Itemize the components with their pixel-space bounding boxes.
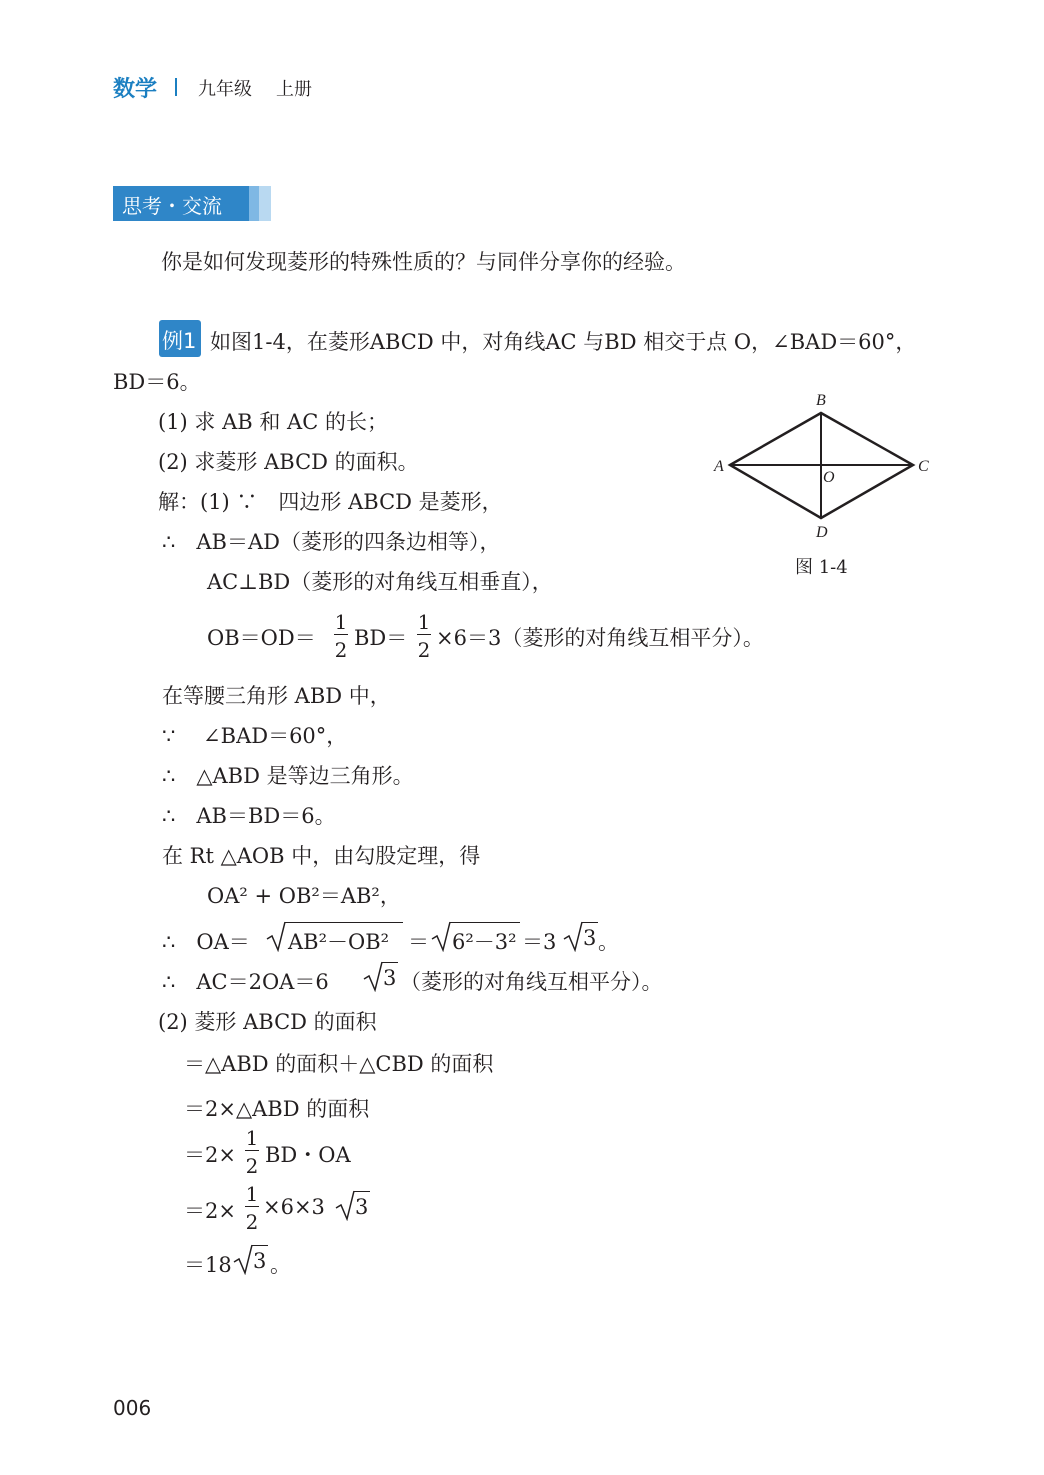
radical-sign bbox=[431, 920, 451, 952]
fraction-bar bbox=[334, 634, 348, 635]
header-separator bbox=[175, 78, 177, 96]
question-1: (1) 求 AB 和 AC 的长； bbox=[158, 410, 388, 434]
solution-line-11a: ∴ OA＝ bbox=[162, 930, 250, 954]
solution-line-16a: ＝2× bbox=[184, 1143, 236, 1167]
solution-line-17b: ×6×3 bbox=[263, 1195, 325, 1219]
header-grade: 九年级 bbox=[198, 79, 252, 100]
solution-line-14: ＝△ABD 的面积＋△CBD 的面积 bbox=[184, 1052, 494, 1076]
fraction-bar bbox=[417, 634, 431, 635]
solution-line-13: (2) 菱形 ABCD 的面积 bbox=[158, 1010, 377, 1034]
solution-line-1: 解：(1) ∵ 四边形 ABCD 是菱形， bbox=[158, 490, 503, 514]
fraction-denominator: 2 bbox=[417, 638, 431, 662]
fraction-bar bbox=[245, 1150, 259, 1151]
figure-label-d: D bbox=[816, 524, 828, 541]
solution-line-11d: 。 bbox=[598, 930, 619, 954]
fraction-numerator: 1 bbox=[417, 610, 431, 634]
solution-line-18a: ＝18 bbox=[184, 1253, 232, 1277]
solution-line-15: ＝2×△ABD 的面积 bbox=[184, 1097, 370, 1121]
solution-line-12a: ∴ AC＝2OA＝6 bbox=[162, 970, 329, 994]
question-2: (2) 求菱形 ABCD 的面积。 bbox=[158, 450, 419, 474]
solution-line-4a: OB＝OD＝ bbox=[207, 626, 316, 650]
fraction-numerator: 1 bbox=[245, 1126, 259, 1150]
solution-line-3: AC⊥BD（菱形的对角线互相垂直）， bbox=[207, 570, 553, 594]
solution-line-12b: （菱形的对角线互相平分）。 bbox=[400, 970, 663, 994]
solution-line-18b: 。 bbox=[270, 1253, 291, 1277]
figure-label-c: C bbox=[918, 458, 929, 475]
radical-sign bbox=[563, 920, 583, 952]
solution-line-2: ∴ AB＝AD（菱形的四条边相等）， bbox=[162, 530, 501, 554]
prompt-text: 你是如何发现菱形的特殊性质的？与同伴分享你的经验。 bbox=[161, 250, 686, 274]
radical-vinculum bbox=[354, 1191, 370, 1192]
radical-sign bbox=[266, 920, 286, 952]
fraction-denominator: 2 bbox=[245, 1210, 259, 1234]
figure-label-b: B bbox=[816, 392, 826, 409]
radicand-4: 3 bbox=[383, 966, 397, 990]
fraction-numerator: 1 bbox=[334, 610, 348, 634]
radicand-5: 3 bbox=[355, 1195, 369, 1219]
radical-vinculum bbox=[450, 922, 520, 923]
fraction-bar bbox=[245, 1206, 259, 1207]
fraction-denominator: 2 bbox=[245, 1154, 259, 1178]
solution-line-7: ∴ △ABD 是等边三角形。 bbox=[162, 764, 414, 788]
radical-sign bbox=[335, 1189, 355, 1221]
solution-line-16b: BD・OA bbox=[265, 1143, 351, 1167]
solution-line-9: 在 Rt △AOB 中，由勾股定理，得 bbox=[162, 844, 481, 868]
solution-line-11c: ＝3 bbox=[522, 930, 557, 954]
radicand-3: 3 bbox=[583, 926, 597, 950]
figure-caption: 图 1-4 bbox=[795, 557, 848, 578]
radical-sign bbox=[363, 960, 383, 992]
header-subject: 数学 bbox=[113, 77, 158, 102]
solution-line-8: ∴ AB＝BD＝6。 bbox=[162, 804, 336, 828]
solution-line-4c: ×6＝3（菱形的对角线互相平分）。 bbox=[436, 626, 764, 650]
radicand-2: 6²－3² bbox=[452, 930, 517, 954]
solution-line-17a: ＝2× bbox=[184, 1199, 236, 1223]
radical-vinculum bbox=[285, 922, 403, 923]
solution-line-4b: BD＝ bbox=[354, 626, 408, 650]
fraction-numerator: 1 bbox=[245, 1182, 259, 1206]
figure-label-o: O bbox=[823, 469, 835, 486]
radicand-1: AB²－OB² bbox=[288, 930, 390, 954]
radicand-6: 3 bbox=[253, 1249, 267, 1273]
figure-label-a: A bbox=[714, 458, 724, 475]
radical-vinculum bbox=[252, 1245, 268, 1246]
example-line-2: BD＝6。 bbox=[113, 370, 201, 394]
solution-line-5: 在等腰三角形 ABD 中， bbox=[162, 684, 391, 708]
page-number: 006 bbox=[113, 1396, 152, 1420]
header-volume: 上册 bbox=[276, 79, 312, 100]
solution-line-11b: ＝ bbox=[408, 930, 429, 954]
fraction-denominator: 2 bbox=[334, 638, 348, 662]
radical-vinculum bbox=[382, 962, 398, 963]
solution-line-10: OA² + OB²＝AB²， bbox=[207, 884, 401, 908]
section-title: 思考・交流 bbox=[122, 194, 222, 218]
radical-sign bbox=[233, 1243, 253, 1275]
rhombus-figure bbox=[700, 385, 950, 545]
example-badge-label: 例1 bbox=[162, 329, 197, 353]
example-line-1: 如图1-4，在菱形ABCD 中，对角线AC 与BD 相交于点 O，∠BAD＝60°， bbox=[210, 330, 917, 354]
solution-line-6: ∵ ∠BAD＝60°， bbox=[162, 724, 348, 748]
radical-vinculum bbox=[582, 922, 598, 923]
